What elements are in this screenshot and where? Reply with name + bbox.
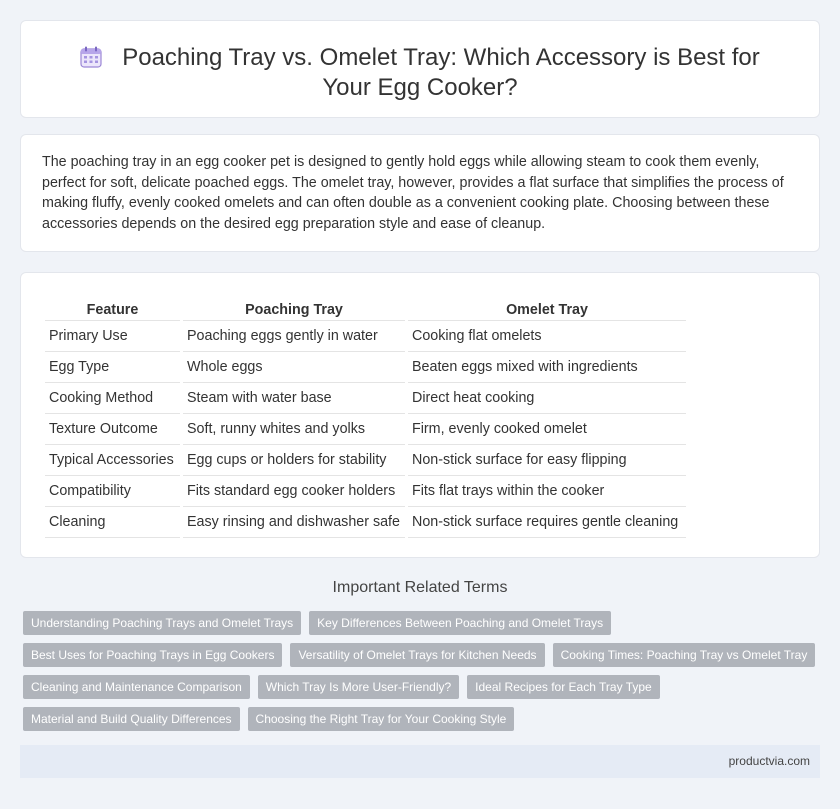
related-term-tag[interactable]: Key Differences Between Poaching and Omelet Trays — [309, 611, 611, 635]
comparison-table-card — [20, 272, 820, 558]
cell-feature: Typical Accessories — [45, 445, 180, 476]
table-header-row — [45, 295, 686, 321]
cell-feature: Cleaning — [45, 507, 180, 538]
tag-row — [23, 675, 823, 699]
cell-omelet: Non-stick surface requires gentle cleaning — [408, 507, 686, 538]
page-title-wrap — [61, 43, 779, 103]
related-term-tag[interactable]: Cleaning and Maintenance Comparison — [23, 675, 250, 699]
cell-omelet: Non-stick surface for easy flipping — [408, 445, 686, 476]
cell-feature: Cooking Method — [45, 383, 180, 414]
related-terms-list — [23, 611, 823, 739]
cell-feature: Texture Outcome — [45, 414, 180, 445]
tag-row — [23, 611, 823, 635]
footer-site-link[interactable]: productvia.com — [728, 754, 810, 768]
related-term-tag[interactable]: Which Tray Is More User-Friendly? — [258, 675, 459, 699]
related-term-tag[interactable]: Versatility of Omelet Trays for Kitchen Needs — [290, 643, 544, 667]
cell-poaching: Soft, runny whites and yolks — [183, 414, 405, 445]
cell-feature: Egg Type — [45, 352, 180, 383]
header-poaching-tray: Poaching Tray — [183, 295, 405, 321]
tag-row — [23, 707, 823, 731]
header-omelet-tray: Omelet Tray — [408, 295, 686, 321]
related-term-tag[interactable]: Choosing the Right Tray for Your Cooking Style — [248, 707, 515, 731]
cell-feature: Primary Use — [45, 321, 180, 352]
cell-omelet: Direct heat cooking — [408, 383, 686, 414]
cell-omelet: Firm, evenly cooked omelet — [408, 414, 686, 445]
tag-row — [23, 643, 823, 667]
table-row — [45, 476, 686, 507]
comparison-table — [42, 295, 689, 538]
cell-poaching: Steam with water base — [183, 383, 405, 414]
related-term-tag[interactable]: Ideal Recipes for Each Tray Type — [467, 675, 660, 699]
related-term-tag[interactable]: Cooking Times: Poaching Tray vs Omelet Tray — [553, 643, 816, 667]
cell-poaching: Egg cups or holders for stability — [183, 445, 405, 476]
table-row — [45, 321, 686, 352]
cell-poaching: Whole eggs — [183, 352, 405, 383]
cell-omelet: Cooking flat omelets — [408, 321, 686, 352]
title-card — [20, 20, 820, 118]
table-row — [45, 507, 686, 538]
calendar-icon — [80, 46, 102, 68]
table-row — [45, 352, 686, 383]
cell-omelet: Beaten eggs mixed with ingredients — [408, 352, 686, 383]
related-term-tag[interactable]: Understanding Poaching Trays and Omelet Trays — [23, 611, 301, 635]
related-term-tag[interactable]: Best Uses for Poaching Trays in Egg Cookers — [23, 643, 282, 667]
cell-feature: Compatibility — [45, 476, 180, 507]
intro-card — [20, 134, 820, 252]
cell-omelet: Fits flat trays within the cooker — [408, 476, 686, 507]
intro-paragraph: The poaching tray in an egg cooker pet is designed to gently hold eggs while allowing steam to cook them evenly, perfect for soft, delicate poached eggs. The omelet tray, however, provides a flat surface that simplifies the process of making fluffy, evenly cooked omelets and can often double as a convenient cooking plate. Choosing between these accessories depends on the desired egg preparation style and ease of cleanup. — [42, 154, 784, 232]
related-term-tag[interactable]: Material and Build Quality Differences — [23, 707, 240, 731]
page-title: Poaching Tray vs. Omelet Tray: Which Accessory is Best for Your Egg Cooker? — [122, 44, 760, 101]
header-feature: Feature — [45, 295, 180, 321]
table-row — [45, 445, 686, 476]
cell-poaching: Easy rinsing and dishwasher safe — [183, 507, 405, 538]
cell-poaching: Fits standard egg cooker holders — [183, 476, 405, 507]
cell-poaching: Poaching eggs gently in water — [183, 321, 405, 352]
related-terms-title: Important Related Terms — [332, 579, 508, 596]
table-row — [45, 383, 686, 414]
table-row — [45, 414, 686, 445]
footer — [20, 745, 820, 778]
